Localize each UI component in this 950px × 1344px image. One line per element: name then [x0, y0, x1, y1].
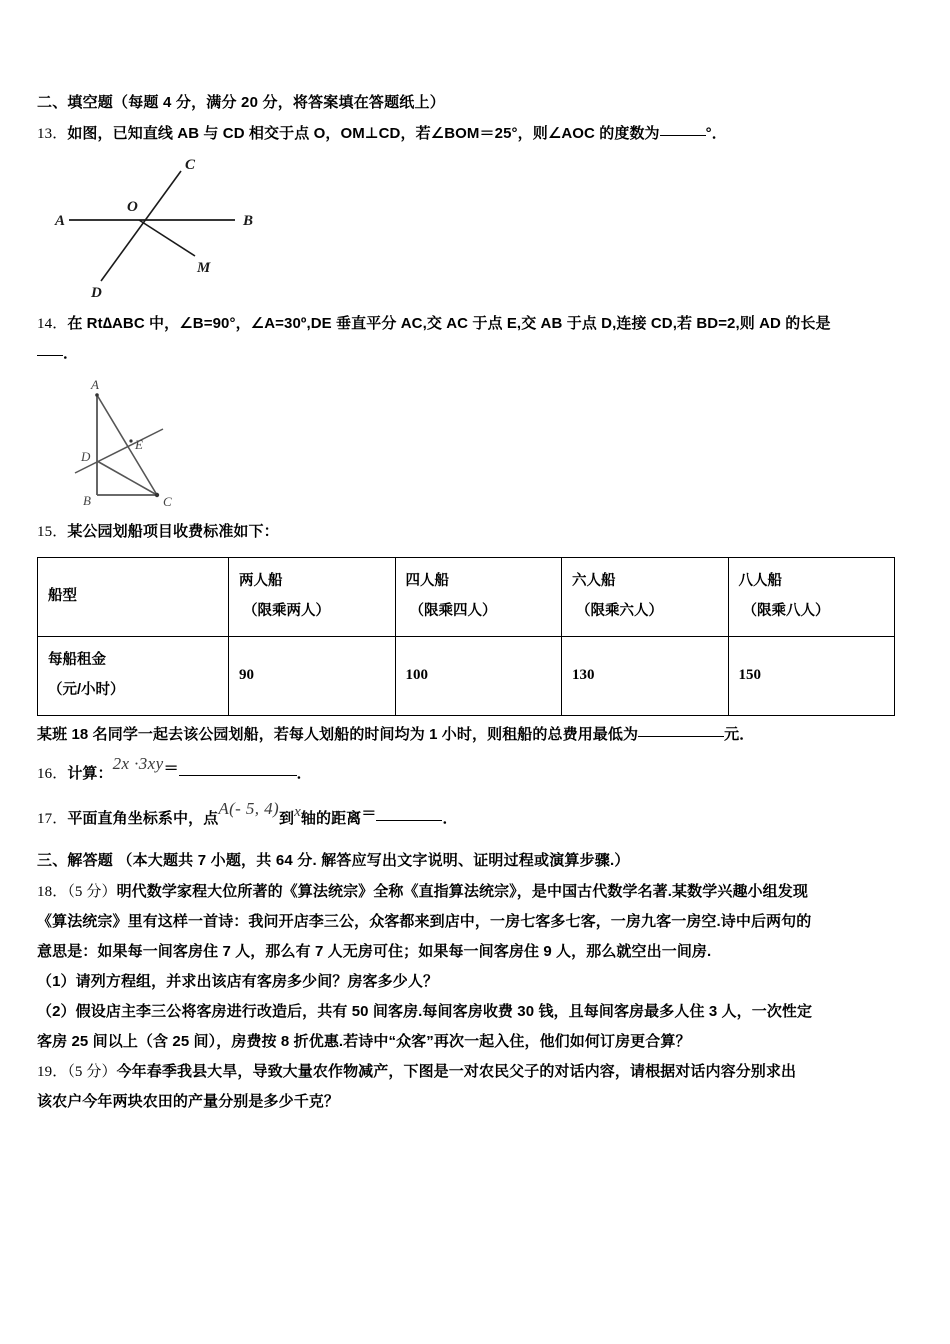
question-14-number: 14．	[37, 316, 68, 332]
question-15-body: 某公园划船项目收费标准如下：	[67, 523, 279, 540]
table-row-boat-price	[38, 637, 895, 716]
label-d: D	[91, 285, 102, 301]
question-18-line-1	[37, 877, 903, 907]
question-17-body-a: 平面直角坐标系中，点	[67, 810, 219, 827]
question-17-body-c: 轴的距离	[300, 810, 362, 827]
intersecting-lines-diagram	[47, 155, 307, 305]
cell-boat-type-2	[229, 558, 396, 637]
question-15-followup-b: 元．	[724, 726, 755, 743]
segment-ac	[97, 395, 157, 495]
cell-boat-type-6	[562, 558, 729, 637]
question-19-number: 19．	[37, 1064, 68, 1080]
cell-price-6: 130	[562, 637, 729, 716]
question-17-equals: ＝	[361, 805, 377, 822]
question-18-number: 18．	[37, 884, 68, 900]
question-13-number: 13．	[37, 126, 68, 142]
question-18-score: （5 分）	[67, 884, 117, 900]
boat-type-4-name: 四人船	[405, 573, 449, 589]
rent-label: 每船租金	[48, 652, 106, 668]
boat-type-2-limit: （限乘两人）	[243, 603, 330, 619]
question-17-axis: x	[294, 804, 301, 820]
table-row-boat-type	[38, 558, 895, 637]
point-a-dot	[95, 393, 99, 397]
point-c-dot	[155, 493, 159, 497]
cell-boat-type-8	[728, 558, 895, 637]
question-15-number: 15．	[37, 524, 68, 540]
question-18-part-2-line-1: （2）假设店主李三公将客房进行改造后，共有 50 间客房.每间客房收费 30 钱，且每间客房最多人住 3 人，一次性定	[37, 1003, 813, 1020]
label-c: C	[163, 494, 172, 509]
boat-type-6-name: 六人船	[572, 573, 616, 589]
question-13-text	[37, 119, 903, 149]
boat-type-4-limit: （限乘四人）	[409, 603, 497, 619]
question-17-body-b: 到	[279, 810, 295, 827]
label-a: A	[55, 213, 66, 229]
question-13-answer-blank[interactable]	[660, 135, 706, 136]
label-o: O	[127, 199, 138, 215]
question-16-text	[37, 754, 903, 789]
question-16-equals: ＝	[163, 760, 179, 777]
question-18-body-1: 明代数学家程大位所著的《算法统宗》全称《直指算法统宗》，是中国古代数学名著.某数学兴趣小组发现	[116, 883, 808, 900]
question-18-part-1: （1）请列方程组，并求出该店有客房多少间？房客多少人？	[37, 973, 439, 990]
boat-fee-table	[37, 557, 895, 716]
question-17-text	[37, 799, 903, 834]
boat-type-2-name: 两人船	[239, 573, 283, 589]
question-14-answer-blank[interactable]	[37, 355, 63, 356]
question-13-body: 如图，已知直线 AB 与 CD 相交于点 O，OM⊥CD，若∠BOM＝25°，则∠AOC 的度数为	[67, 125, 660, 142]
question-18-part-2-line-2: 客房 25 间以上（含 25 间），房费按 8 折优惠.若诗中“众客”再次一起入住，他们如何订房更合算？	[37, 1033, 691, 1050]
question-18-line-3: 意思是：如果每一间客房住 7 人，那么有 7 人无房可住；如果每一间客房住 9 人，那么就空出一间房.	[37, 943, 712, 960]
question-16-tail: ．	[296, 765, 312, 782]
label-b: B	[243, 213, 254, 229]
question-16-number: 16．	[37, 766, 68, 782]
boat-type-8-name: 八人船	[738, 573, 782, 589]
question-13-tail: °．	[705, 125, 727, 142]
cell-boat-type-4	[395, 558, 562, 637]
label-d: D	[81, 449, 91, 464]
question-18-line-2: 《算法统宗》里有这样一首诗：我问开店李三公，众客都来到店中，一房七客多七客，一房九客一房空.诗中后两句的	[37, 913, 812, 930]
cell-price-8: 150	[728, 637, 895, 716]
cell-price-4: 100	[395, 637, 562, 716]
question-19-line-1	[37, 1057, 903, 1087]
section-heading-fill-in-blanks: 二、填空题（每题 4 分，满分 20 分，将答案填在答题纸上）	[37, 94, 445, 111]
question-15-followup	[37, 720, 903, 750]
section-heading-solutions: 三、解答题 （本大题共 7 小题，共 64 分. 解答应写出文字说明、证明过程或演算步骤.）	[37, 852, 630, 869]
question-15-text	[37, 517, 903, 547]
question-17-number: 17．	[37, 811, 68, 827]
label-c: C	[185, 157, 196, 173]
question-16-label: 计算：	[67, 765, 113, 782]
ray-om	[139, 220, 195, 256]
question-19-score: （5 分）	[67, 1064, 117, 1080]
label-e: E	[135, 437, 143, 452]
cell-price-2: 90	[229, 637, 396, 716]
boat-type-6-limit: （限乘六人）	[576, 603, 663, 619]
question-19-line-2: 该农户今年两块农田的产量分别是多少千克？	[37, 1093, 340, 1110]
question-14-text	[37, 309, 903, 339]
line-cd	[101, 171, 181, 281]
question-17-tail: ．	[442, 810, 458, 827]
question-14-answer-line	[37, 339, 903, 369]
right-triangle-diagram	[65, 373, 235, 513]
question-17-point: A(- 5, 4)	[218, 799, 280, 818]
question-17-answer-blank[interactable]	[376, 820, 442, 821]
question-14-body: 在 Rt∆ABC 中，∠B=90°，∠A=30º,DE 垂直平分 AC,交 AC 于点 E,交 AB 于点 D,连接 CD,若 BD=2,则 AD 的长是	[67, 315, 831, 332]
cell-row-label-rent	[38, 637, 229, 716]
point-e-dot	[129, 439, 132, 442]
question-16-formula: 2x ·3xy	[112, 754, 164, 773]
question-14-tail: ．	[63, 345, 79, 362]
question-15-followup-a: 某班 18 名同学一起去该公园划船，若每人划船的时间均为 1 小时，则租船的总费用最低为	[37, 726, 639, 743]
label-b: B	[83, 493, 91, 508]
label-a: A	[91, 377, 99, 392]
rent-unit: （元/小时）	[48, 682, 125, 698]
segment-dc	[97, 461, 157, 495]
boat-type-8-limit: （限乘八人）	[742, 603, 830, 619]
question-19-body-1: 今年春季我县大旱，导致大量农作物减产，下图是一对农民父子的对话内容，请根据对话内容分别求出	[116, 1063, 797, 1080]
cell-row-label-boat-type: 船型	[38, 558, 229, 637]
label-m: M	[197, 260, 211, 276]
question-15-answer-blank[interactable]	[638, 736, 724, 737]
page-content	[37, 90, 903, 1117]
question-16-answer-blank[interactable]	[179, 775, 297, 776]
